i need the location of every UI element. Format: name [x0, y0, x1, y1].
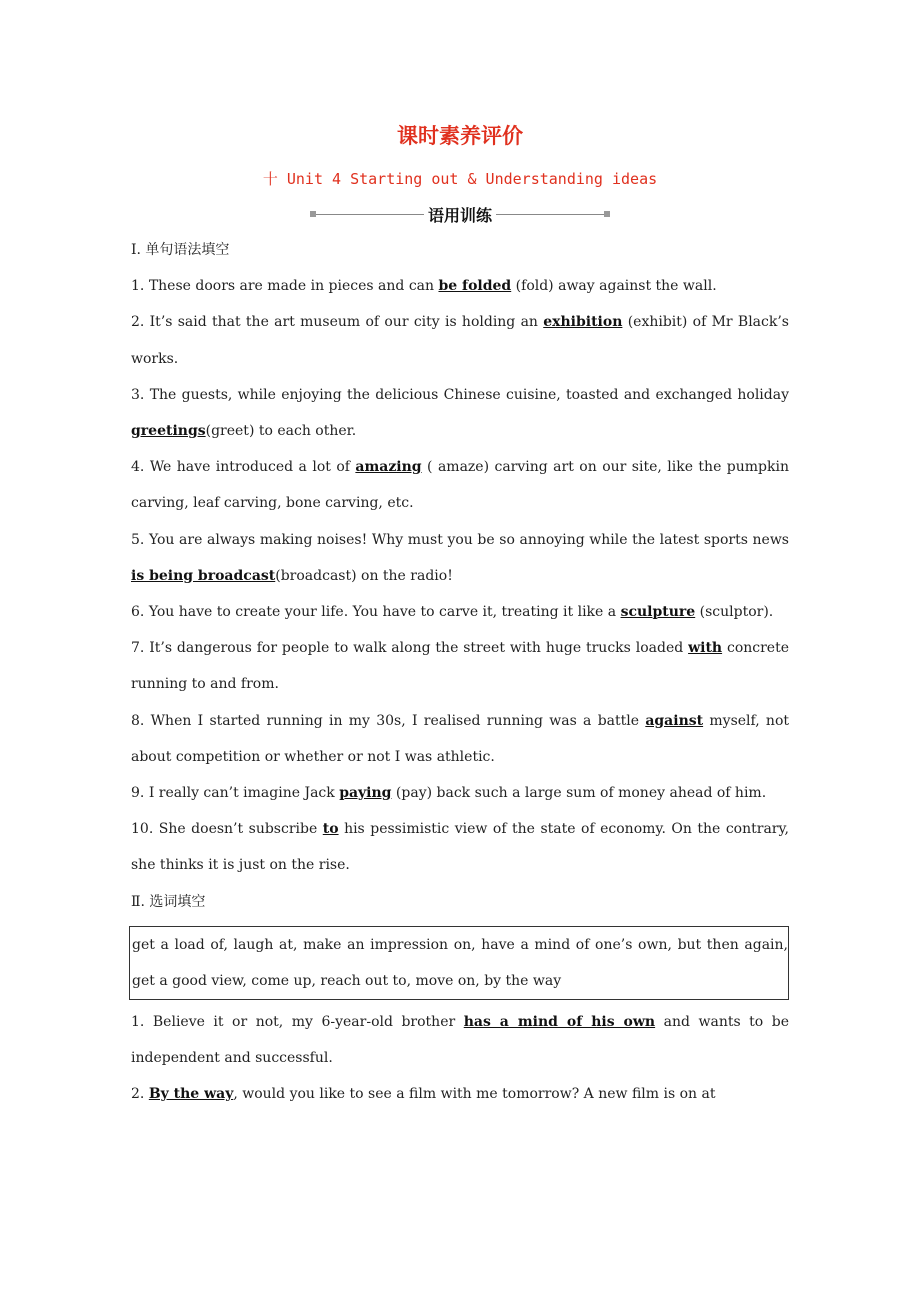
question-number: 1. — [131, 1013, 153, 1030]
banner-rule-right — [496, 214, 610, 215]
answer-blank: is being broadcast — [131, 567, 276, 584]
question-text: Believe it or not, my 6-year-old brother — [152, 1013, 464, 1030]
question-text: his pessimistic view of the state of economy. On the contrary, she thinks it is just on the rise. — [131, 821, 789, 874]
question-number: 6. — [131, 604, 149, 621]
question-item — [131, 811, 789, 883]
question-text: ( amaze) carving art on our site, like the pumpkin carving, leaf carving, bone carving, etc. — [131, 459, 789, 512]
question-item — [131, 594, 789, 630]
question-number: 4. — [131, 459, 150, 476]
question-number: 10. — [131, 821, 159, 838]
question-number: 2. — [131, 314, 150, 331]
question-item — [131, 775, 789, 811]
part2-heading: Ⅱ. 选词填空 — [131, 893, 206, 910]
part1-heading: Ⅰ. 单句语法填空 — [131, 242, 230, 258]
answer-blank: amazing — [355, 459, 422, 476]
question-text: We have introduced a lot of — [149, 459, 356, 476]
question-item — [131, 630, 789, 702]
page-title: 课时素养评价 — [397, 124, 523, 148]
question-item — [131, 703, 789, 775]
question-item — [131, 377, 789, 449]
question-number: 1. — [131, 278, 149, 295]
question-text: (exhibit) of Mr Black’s works. — [131, 314, 789, 367]
part1-list — [131, 268, 789, 883]
question-text: These doors are made in pieces and can — [148, 278, 439, 295]
section-label: 语用训练 — [428, 205, 493, 225]
question-text: The guests, while enjoying the delicious Chinese cuisine, toasted and exchanged holiday — [149, 386, 790, 403]
question-text: You are always making noises! Why must you be so annoying while the latest sports news — [148, 531, 789, 548]
answer-blank: By the way — [148, 1086, 234, 1103]
question-text: and wants to be independent and successful. — [131, 1013, 790, 1067]
answer-blank: greetings — [131, 423, 206, 440]
question-text: It’s dangerous for people to walk along the street with huge trucks loaded — [149, 640, 689, 657]
part2-list — [131, 1004, 789, 1113]
answer-blank: be folded — [438, 278, 512, 295]
question-text: I really can’t imagine Jack — [148, 785, 340, 802]
question-item — [131, 449, 789, 521]
question-text: It’s said that the art museum of our city is holding an — [149, 314, 544, 331]
question-text: , would you like to see a film with me tomorrow? A new film is on at — [233, 1086, 716, 1103]
answer-blank: with — [688, 640, 723, 657]
section-banner — [310, 203, 610, 225]
question-text: (broadcast) on the radio! — [275, 567, 453, 584]
question-text: You have to create your life. You have to carve it, treating it like a — [148, 604, 621, 621]
question-item — [131, 304, 789, 376]
question-text: (sculptor). — [695, 604, 774, 621]
answer-blank: sculpture — [620, 604, 696, 621]
question-text: (fold) away against the wall. — [511, 278, 717, 295]
question-item — [131, 268, 789, 304]
question-text: She doesn’t subscribe — [158, 821, 323, 838]
answer-blank: paying — [339, 785, 392, 802]
answer-blank: to — [322, 821, 339, 838]
question-number: 9. — [131, 785, 149, 802]
answer-blank: exhibition — [543, 314, 623, 331]
unit-subtitle: 十 Unit 4 Starting out & Understanding ideas — [262, 170, 658, 188]
answer-blank: has a mind of his own — [463, 1013, 656, 1030]
question-text: When I started running in my 30s, I realised running was a battle — [150, 712, 646, 729]
banner-rule-left — [310, 214, 424, 215]
question-item — [131, 1004, 789, 1076]
question-number: 7. — [131, 640, 150, 657]
exercise-content — [131, 232, 789, 1112]
question-text: (greet) to each other. — [205, 423, 357, 440]
word-bank-box: get a load of, laugh at, make an impression on, have a mind of one’s own, but then again, get a good view, come up, reach out to, move on, by the way — [129, 926, 789, 1000]
question-number: 5. — [131, 531, 149, 548]
question-text: concrete running to and from. — [131, 640, 789, 693]
question-number: 8. — [131, 712, 151, 729]
question-number: 2. — [131, 1086, 149, 1103]
answer-blank: against — [645, 712, 704, 729]
question-item — [131, 522, 789, 594]
question-text: (pay) back such a large sum of money ahead of him. — [391, 785, 767, 802]
question-text: myself, not about competition or whether or not I was athletic. — [131, 712, 790, 765]
question-number: 3. — [131, 386, 150, 403]
question-item — [131, 1076, 789, 1112]
